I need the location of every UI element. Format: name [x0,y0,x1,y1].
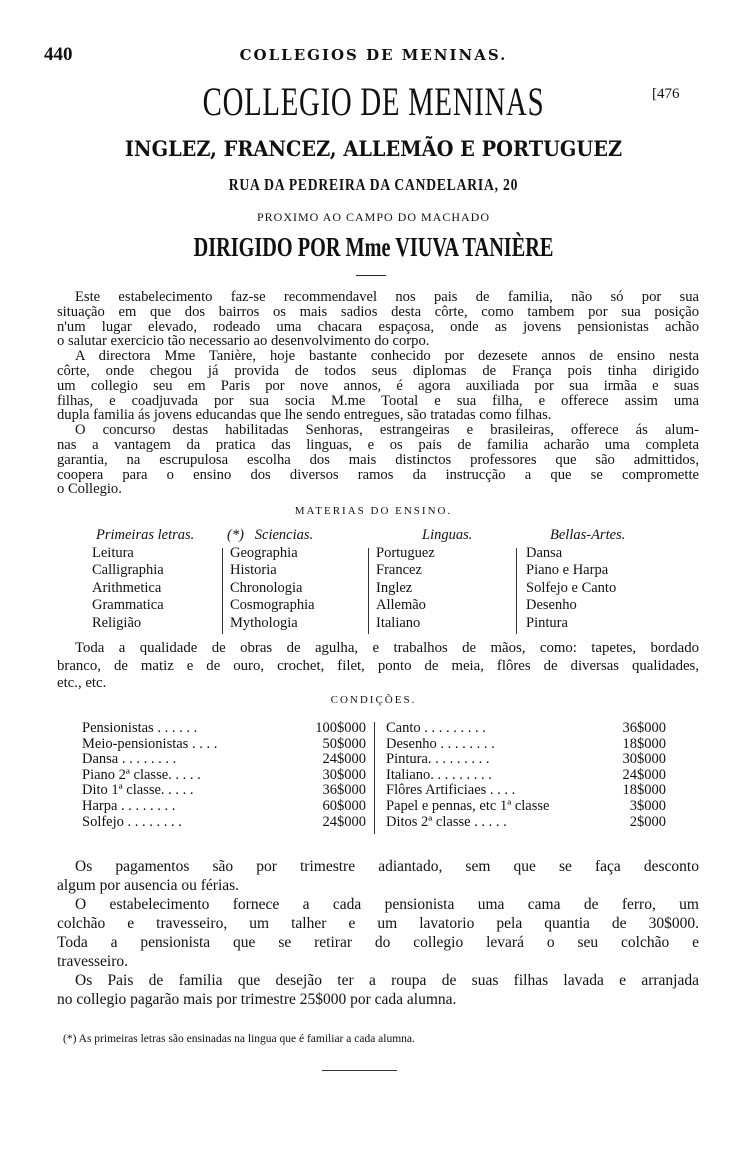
subject: Italiano [376,614,421,631]
price-row [386,768,666,784]
director-line: DIRIGIDO POR Mme VIUVA TANIÈRE [193,232,554,262]
text-line: côrte, onde chegou já provida de todos seus diplomas de França pois tinha dirigido [57,362,699,379]
text-line: travesseiro. [57,953,129,970]
price-row [82,815,366,831]
price-value: 60$000 [322,797,366,814]
price-value: 24$000 [322,813,366,830]
divider [356,275,386,276]
text-line: algum por ausencia ou férias. [57,877,240,894]
running-head: COLLEGIOS DE MENINAS. [239,46,508,64]
price-value: 50$000 [322,735,366,752]
text-line: nas a vantagem da pratica das linguas, e os pais de familia acharão uma completa [57,436,699,453]
text-line: Toda a pensionista que se retirar do collegio levará o seu colchão e [57,934,699,951]
languages-subtitle: INGLEZ, FRANCEZ, ALLEMÃO E PORTUGUEZ [124,136,623,161]
subject-column [376,527,472,633]
subject: Arithmetica [92,579,162,596]
price-value: 30$000 [322,766,366,783]
price-row [386,737,666,753]
price-row [386,815,666,831]
text-line: Os Pais de familia que desejão ter a roupa de suas filhas lavada e arranjada [75,972,699,989]
subject: Chronologia [230,579,303,596]
price-row [82,721,366,737]
subject: Leitura [92,544,134,561]
column-heading: Primeiras letras. [96,527,195,543]
price-list-right [386,721,666,830]
payment-paragraphs [57,857,699,1009]
text-line: colchão e travesseiro, um talher e um lavatorio pela quantia de 30$000. [57,915,699,932]
text-line: Este estabelecimento faz-se recommendavel nos pais de familia, não só por sua [75,289,699,305]
text-line: O concurso destas habilitadas Senhoras, estrangeiras e brasileiras, offerece ás alum- [75,422,699,439]
price-item: Desenho . . . . . . . . [386,735,495,752]
text-line: Toda a qualidade de obras de agulha, e trabalhos de mãos, como: tapetes, bordado [75,640,699,656]
price-item: Italiano. . . . . . . . . [386,766,492,783]
column-divider [516,548,517,634]
text-line: garantia, na escrupulosa escolha dos mais distinctos professores que são admittidos, [57,451,699,468]
price-value: 100$000 [315,720,366,736]
text-line: A directora Mme Tanière, hoje bastante conhecido por dezesete annos de ensino nesta [75,348,699,365]
price-value: 2$000 [629,813,666,830]
subject: Cosmographia [230,597,315,614]
price-row [82,799,366,815]
price-row [82,737,366,753]
subject: Pintura [526,614,568,631]
footnote: (*) As primeiras letras são ensinadas na lingua que é familiar a cada alumna. [63,1033,415,1045]
text-line: situação em que dos bairros os mais sadios desta côrte, como tambem por sua posição [57,303,699,320]
needlework-paragraph [57,640,699,693]
intro-paragraphs [57,290,699,497]
conditions-heading: CONDIÇÕES. [330,694,417,706]
price-value: 18$000 [622,735,666,752]
text-line: Os pagamentos são por trimestre adiantado, sem que se faça desconto [75,858,699,875]
price-row [82,752,366,768]
column-divider [222,548,223,634]
price-list-left [82,721,366,830]
location-note: PROXIMO AO CAMPO DO MACHADO [256,210,491,224]
price-row [82,783,366,799]
price-item: Canto . . . . . . . . . [386,720,486,736]
price-item: Ditos 2ª classe . . . . . [386,813,507,830]
column-heading: Linguas. [422,527,473,543]
price-row [386,799,666,815]
price-value: 24$000 [322,751,366,768]
subject: Desenho [526,597,577,614]
subject-column [227,527,315,633]
price-item: Pintura. . . . . . . . . [386,751,490,768]
price-value: 24$000 [622,766,666,783]
ad-title: COLLEGIO DE MENINAS [202,79,545,124]
subject: Solfejo e Canto [526,579,617,596]
subject: Mythologia [230,614,298,631]
subject-column [526,527,625,633]
price-row [82,768,366,784]
text-line: o Collegio. [57,481,122,498]
subject: Francez [376,562,422,579]
price-divider [374,722,375,834]
price-row [386,752,666,768]
subject-column [92,527,194,633]
text-line: o salutar exercicio tão necessario ao desenvolvimento do corpo. [57,333,430,350]
subject: Calligraphia [92,562,164,579]
subject: Allemão [376,597,426,614]
text-line: coopera para o ensino dos diversos ramos da instrucção a que se compromette [57,466,699,483]
text-line: etc., etc. [57,675,107,691]
price-item: Harpa . . . . . . . . [82,797,176,814]
subject: Geographia [230,544,298,561]
price-value: 36$000 [322,782,366,799]
price-item: Pensionistas . . . . . . [82,720,198,736]
column-heading: (*) Sciencias. [227,527,314,543]
subject: Portuguez [376,544,435,561]
price-item: Dansa . . . . . . . . [82,751,177,768]
end-rule [322,1070,397,1071]
text-line: O estabelecimento fornece a cada pensionista uma cama de ferro, um [75,896,699,913]
subject: Religião [92,614,142,631]
price-value: 3$000 [629,797,666,814]
price-value: 18$000 [622,782,666,799]
price-item: Papel e pennas, etc 1ª classe [386,797,550,814]
subject: Inglez [376,579,413,596]
price-row [386,721,666,737]
text-line: n'um lugar elevado, rodeado uma chacara espaçosa, onde as jovens pensionistas achão [57,318,699,335]
text-line: no collegio pagarão mais por trimestre 25$000 por cada alumna. [57,991,457,1008]
text-line: um collegio seu em Paris por nove annos, é agora auxiliada por sua irmãa e suas [57,377,699,394]
text-line: dupla familia ás jovens educandas que lhe sendo entregues, são tratadas como filhas. [57,407,552,424]
price-row [386,783,666,799]
column-divider [368,548,369,634]
subject: Historia [230,562,277,579]
text-line: branco, de matiz e de ouro, crochet, filet, ponto de meia, flôres de diversas qualidades, [57,657,699,674]
price-item: Meio-pensionistas . . . . [82,735,218,752]
price-item: Solfejo . . . . . . . . [82,813,182,830]
subjects-heading: MATERIAS DO ENSINO. [294,505,453,517]
text-line: filhas, e coadjuvada por sua socia M.me Tootal e sua filha, e offerece assim uma [57,392,699,409]
column-heading: Bellas-Artes. [550,527,626,543]
price-item: Dito 1ª classe. . . . . [82,782,194,799]
price-value: 36$000 [622,720,666,736]
price-value: 30$000 [622,751,666,768]
address: RUA DA PEDREIRA DA CANDELARIA, 20 [228,175,519,194]
price-item: Piano 2ª classe. . . . . [82,766,201,783]
subject: Grammatica [92,597,164,614]
subject: Piano e Harpa [526,562,609,579]
page-number: 440 [44,44,73,65]
ad-number: [476 [652,86,680,102]
subject: Dansa [526,544,563,561]
price-item: Flôres Artificiaes . . . . [386,782,516,799]
